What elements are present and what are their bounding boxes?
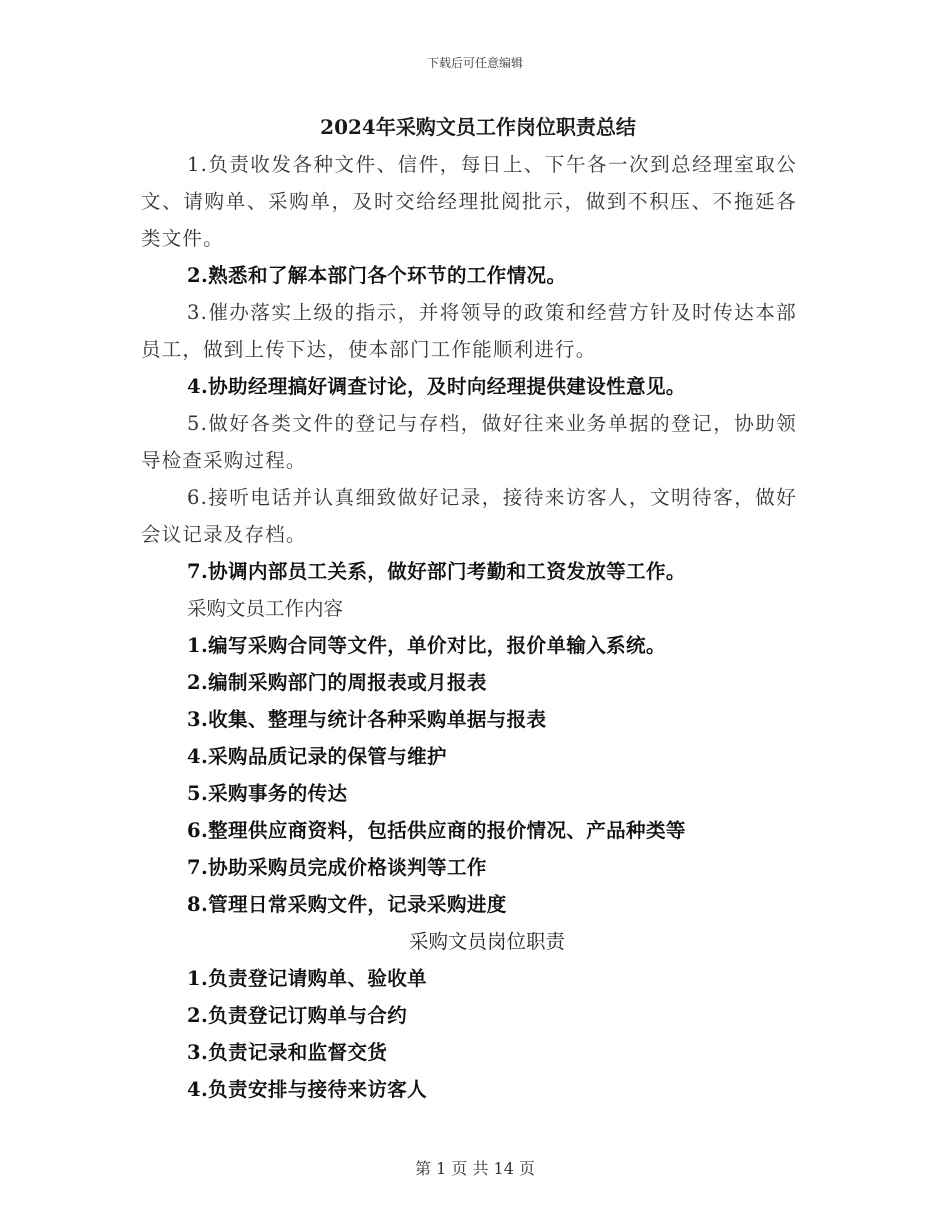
- responsibility-item-2: 2.负责登记订购单与合约: [187, 1004, 408, 1027]
- content-item-4: 4.采购品质记录的保管与维护: [187, 745, 447, 768]
- duty-item-4: 4.协助经理搞好调查讨论，及时向经理提供建设性意见。: [187, 375, 686, 398]
- duty-item-6: 6.接听电话并认真细致做好记录，接待来访客人，文明待客，做好会议记录及存档。: [141, 486, 797, 546]
- document-title: 2024年采购文员工作岗位职责总结: [320, 115, 636, 139]
- duty-item-2: 2.熟悉和了解本部门各个环节的工作情况。: [187, 264, 567, 287]
- duty-item-5: 5.做好各类文件的登记与存档，做好往来业务单据的登记，协助领导检查采购过程。: [141, 412, 797, 472]
- duty-item-1: 1.负责收发各种文件、信件，每日上、下午各一次到总经理室取公文、请购单、采购单，及时交给经理批阅批示，做到不积压、不拖延各类文件。: [141, 153, 797, 250]
- responsibility-item-1: 1.负责登记请购单、验收单: [187, 967, 428, 990]
- section-heading-responsibilities: 采购文员岗位职责: [408, 930, 565, 953]
- content-item-5: 5.采购事务的传达: [187, 782, 348, 805]
- page-header: 下载后可任意编辑: [426, 56, 523, 70]
- content-item-1: 1.编写采购合同等文件，单价对比，报价单输入系统。: [187, 634, 666, 657]
- content-item-3: 3.收集、整理与统计各种采购单据与报表: [187, 708, 547, 731]
- content-item-6: 6.整理供应商资料，包括供应商的报价情况、产品种类等: [187, 819, 686, 842]
- content-item-8: 8.管理日常采购文件，记录采购进度: [187, 893, 507, 916]
- duty-item-3: 3.催办落实上级的指示，并将领导的政策和经营方针及时传达本部员工，做到上传下达，使本部门工作能顺利进行。: [141, 301, 797, 361]
- section-heading-work-content: 采购文员工作内容: [187, 597, 344, 620]
- content-item-2: 2.编制采购部门的周报表或月报表: [187, 671, 487, 694]
- responsibility-item-3: 3.负责记录和监督交货: [187, 1041, 388, 1064]
- document-body: [141, 112, 797, 1108]
- page-footer: 第 1 页 共 14 页: [415, 1159, 535, 1178]
- content-item-7: 7.协助采购员完成价格谈判等工作: [187, 856, 487, 879]
- responsibility-item-4: 4.负责安排与接待来访客人: [187, 1078, 428, 1101]
- duty-item-7: 7.协调内部员工关系，做好部门考勤和工资发放等工作。: [187, 560, 686, 583]
